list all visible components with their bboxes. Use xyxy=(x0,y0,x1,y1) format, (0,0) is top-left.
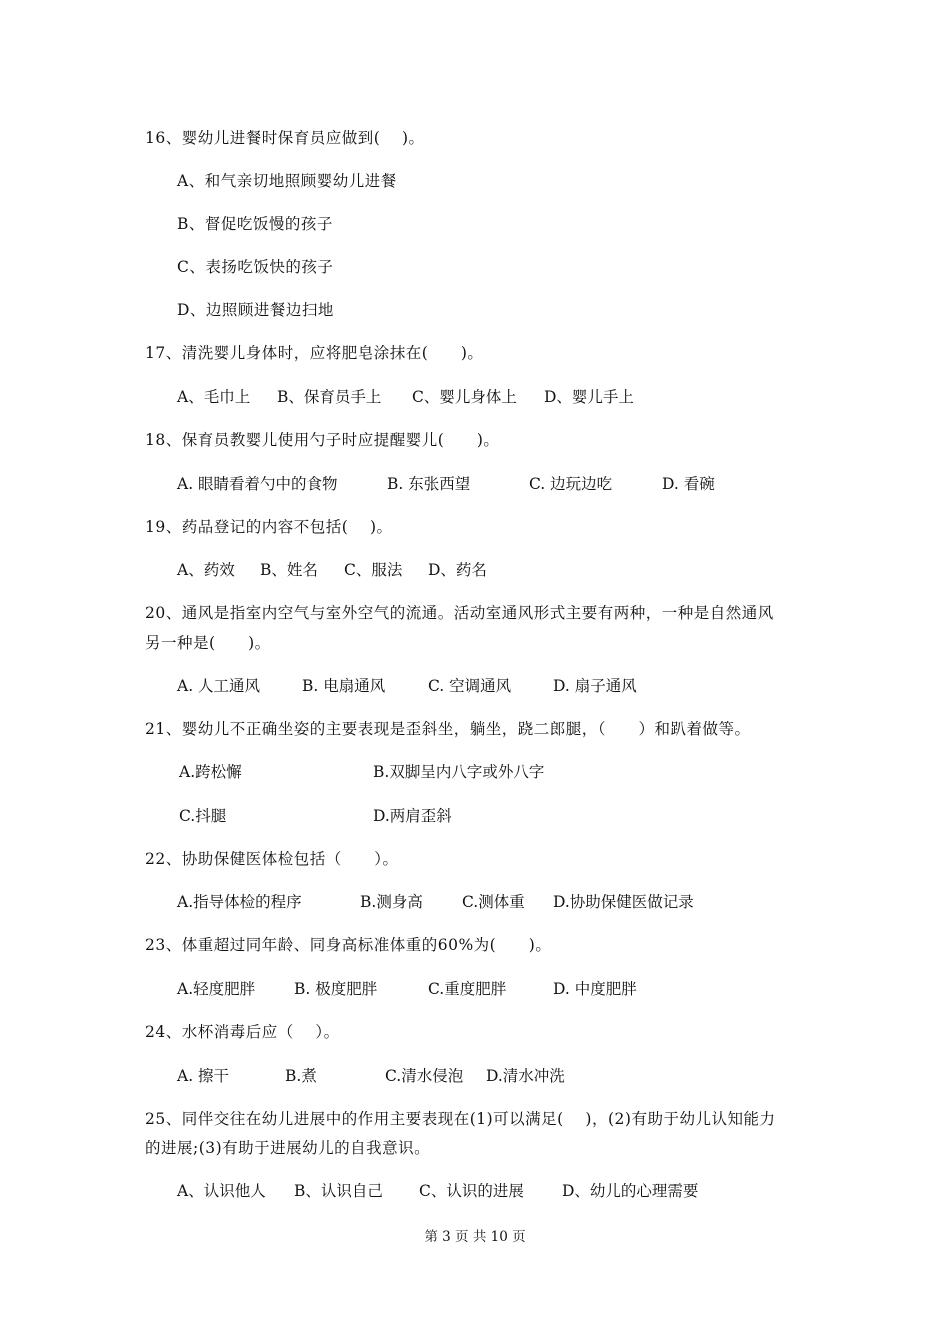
question-23-option-c: C.重度肥胖 xyxy=(428,980,507,998)
question-17-option-a: A、毛巾上 xyxy=(177,388,251,406)
question-22-option-a: A.指导体检的程序 xyxy=(177,893,302,911)
question-22-stem: 22、协助保健医体检包括（ ）。 xyxy=(145,850,399,868)
question-17-option-d: D、婴儿手上 xyxy=(544,388,634,406)
question-17-option-c: C、婴儿身体上 xyxy=(412,388,517,406)
question-19-option-d: D、药名 xyxy=(428,561,487,579)
question-21-option-b: B.双脚呈内八字或外八字 xyxy=(373,763,545,781)
question-25-stem-line-1: 25、同伴交往在幼儿进展中的作用主要表现在(1)可以满足( )，(2)有助于幼儿认知能力 xyxy=(145,1110,776,1128)
question-19-option-c: C、服法 xyxy=(344,561,403,579)
question-19-option-b: B、姓名 xyxy=(260,561,318,579)
question-25-stem-line-2: 的进展;(3)有助于进展幼儿的自我意识。 xyxy=(145,1139,431,1157)
question-18-option-a: A. 眼睛看着勺中的食物 xyxy=(177,475,338,493)
question-16-stem: 16、婴幼儿进餐时保育员应做到( )。 xyxy=(145,129,425,147)
question-20-option-a: A. 人工通风 xyxy=(177,677,261,695)
question-23-option-b: B. 极度肥胖 xyxy=(294,980,378,998)
question-25-option-c: C、认识的进展 xyxy=(419,1182,524,1200)
question-21-option-c: C.抖腿 xyxy=(179,807,227,825)
question-22-option-d: D.协助保健医做记录 xyxy=(553,893,694,911)
question-16-option-c: C、表扬吃饭快的孩子 xyxy=(177,258,334,276)
question-18-option-d: D. 看碗 xyxy=(662,475,715,493)
question-23-stem: 23、体重超过同年龄、同身高标准体重的60%为( )。 xyxy=(145,936,552,954)
question-24-option-c: C.清水侵泡 xyxy=(385,1067,464,1085)
question-20-option-d: D. 扇子通风 xyxy=(553,677,637,695)
question-24-option-b: B.煮 xyxy=(285,1067,317,1085)
question-25-option-a: A、认识他人 xyxy=(177,1182,266,1200)
question-22-option-c: C.测体重 xyxy=(462,893,525,911)
question-24-stem: 24、水杯消毒后应（ ）。 xyxy=(145,1023,340,1041)
question-25-option-b: B、认识自己 xyxy=(294,1182,383,1200)
question-18-stem: 18、保育员教婴儿使用勺子时应提醒婴儿( )。 xyxy=(145,431,500,449)
page-number-footer: 第 3 页 共 10 页 xyxy=(424,1229,526,1245)
question-18-option-b: B. 东张西望 xyxy=(387,475,471,493)
question-20-option-c: C. 空调通风 xyxy=(428,677,512,695)
question-16-option-b: B、督促吃饭慢的孩子 xyxy=(177,215,333,233)
question-21-stem: 21、婴幼儿不正确坐姿的主要表现是歪斜坐，躺坐，跷二郎腿，（ ）和趴着做等。 xyxy=(145,720,751,738)
question-20-stem-line-1: 20、通风是指室内空气与室外空气的流通。活动室通风形式主要有两种，一种是自然通风 xyxy=(145,604,774,622)
question-17-option-b: B、保育员手上 xyxy=(277,388,382,406)
question-21-option-d: D.两肩歪斜 xyxy=(373,807,452,825)
question-17-stem: 17、清洗婴儿身体时，应将肥皂涂抹在( )。 xyxy=(145,344,484,362)
question-23-option-d: D. 中度肥胖 xyxy=(553,980,637,998)
question-16-option-d: D、边照顾进餐边扫地 xyxy=(177,301,334,319)
question-20-stem-line-2: 另一种是( )。 xyxy=(145,634,271,652)
question-23-option-a: A.轻度肥胖 xyxy=(177,980,256,998)
question-25-option-d: D、幼儿的心理需要 xyxy=(562,1182,699,1200)
question-19-option-a: A、药效 xyxy=(177,561,235,579)
question-24-option-d: D.清水冲洗 xyxy=(486,1067,565,1085)
question-21-option-a: A.跨松懈 xyxy=(179,763,242,781)
question-18-option-c: C. 边玩边吃 xyxy=(529,475,613,493)
question-22-option-b: B.测身高 xyxy=(360,893,423,911)
question-19-stem: 19、药品登记的内容不包括( )。 xyxy=(145,518,393,536)
question-20-option-b: B. 电扇通风 xyxy=(302,677,386,695)
question-24-option-a: A. 擦干 xyxy=(177,1067,230,1085)
question-16-option-a: A、和气亲切地照顾婴幼儿进餐 xyxy=(177,172,397,190)
